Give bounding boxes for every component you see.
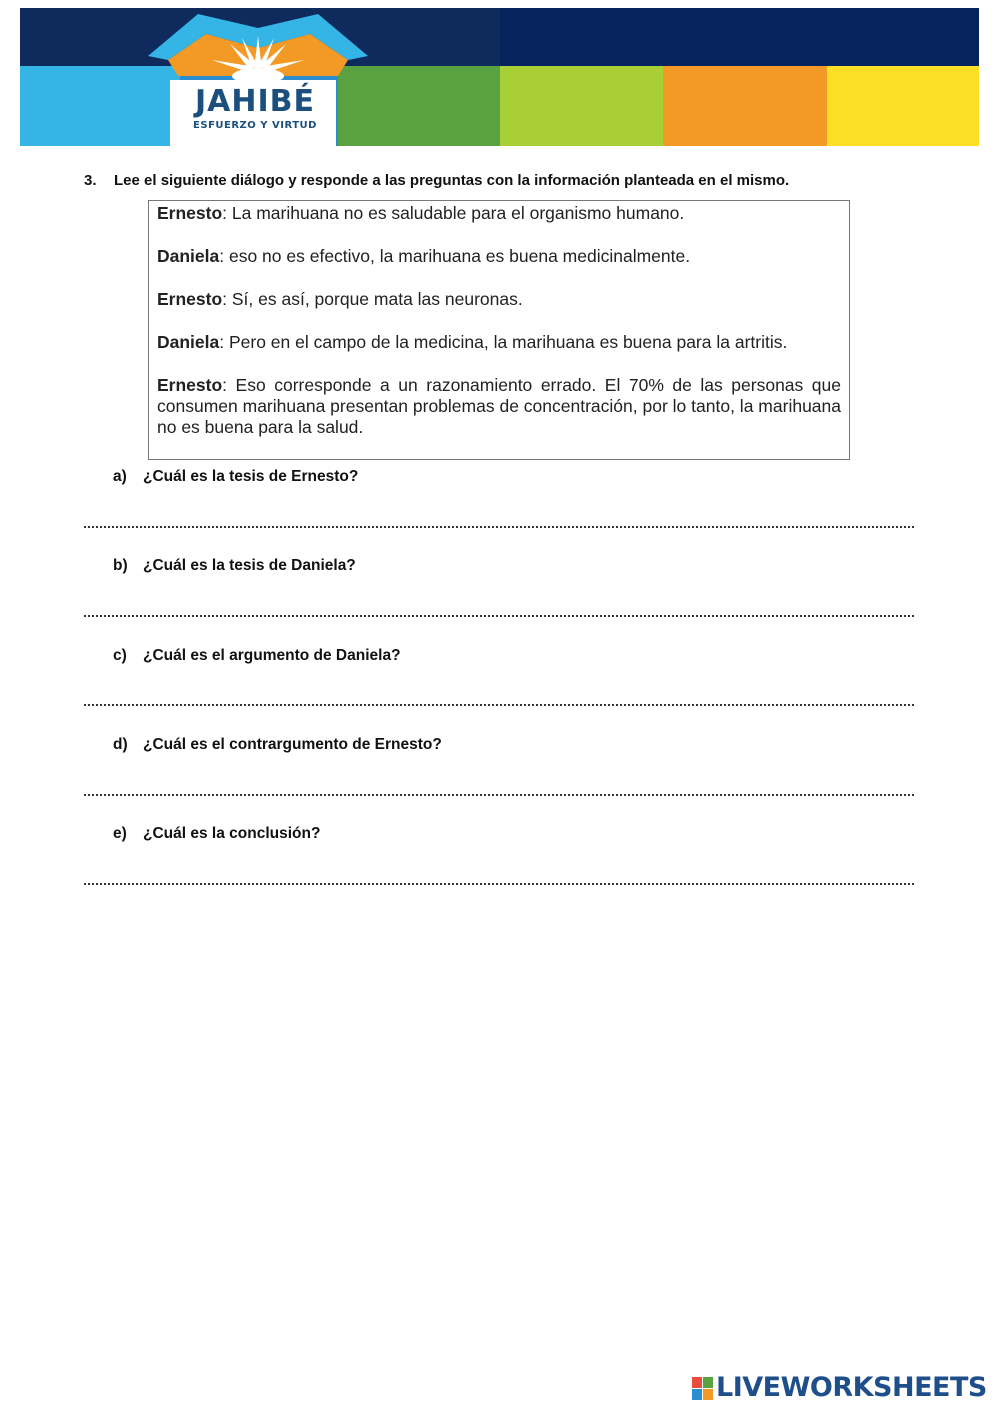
sub-question-letter: d): [113, 736, 128, 753]
stripe-lime: [500, 66, 663, 146]
speaker-name: Ernesto: [157, 375, 223, 395]
sub-question-d: [113, 736, 442, 754]
dialogue-text: : La marihuana no es saludable para el organismo humano.: [222, 203, 685, 223]
answer-field-d[interactable]: [84, 790, 914, 796]
brand-name: LIVEWORKSHEETS: [716, 1372, 987, 1403]
answer-field-a[interactable]: [84, 522, 914, 528]
dialogue-text: : eso no es efectivo, la marihuana es buena medicinalmente.: [219, 246, 691, 266]
logo-subtitle: ESFUERZO Y VIRTUD: [193, 120, 317, 131]
sub-question-a: [113, 468, 358, 486]
sub-question-c: [113, 647, 401, 665]
dialogue-text: : Pero en el campo de la medicina, la marihuana es buena para la artritis.: [219, 332, 788, 352]
answer-field-e[interactable]: [84, 879, 914, 885]
sub-question-letter: b): [113, 557, 128, 574]
dialogue-box: [148, 200, 850, 460]
speaker-name: Daniela: [157, 332, 220, 352]
sub-question-b: [113, 557, 356, 575]
stripe-yellow: [827, 66, 979, 146]
dialogue-text: : Sí, es así, porque mata las neuronas.: [222, 289, 523, 309]
answer-field-c[interactable]: [84, 700, 914, 706]
header-banner: [20, 8, 979, 146]
stripe-orange: [663, 66, 827, 146]
logo-title: JAHIBÉ: [194, 84, 315, 119]
logo-book-sun-icon: [138, 8, 378, 88]
sub-question-e: [113, 825, 320, 843]
sub-question-letter: e): [113, 825, 127, 842]
speaker-name: Daniela: [157, 246, 220, 266]
dialogue-line: [157, 375, 841, 438]
dialogue-line: [157, 203, 841, 224]
sub-question-text: ¿Cuál es la conclusión?: [143, 825, 321, 842]
speaker-name: Ernesto: [157, 289, 223, 309]
question-number: 3.: [84, 172, 97, 189]
liveworksheets-logo-icon: [692, 1377, 714, 1401]
question-heading: [84, 172, 924, 189]
sub-question-text: ¿Cuál es el contrargumento de Ernesto?: [143, 736, 442, 753]
dialogue-line: [157, 246, 841, 267]
sub-question-letter: c): [113, 647, 127, 664]
dialogue-line: [157, 289, 841, 310]
dialogue-text: : Eso corresponde a un razonamiento errado. El 70% de las personas que consumen marihuana presentan problemas de concentración, por lo tanto, la marihuana no es buena para la salud.: [157, 375, 841, 437]
sub-question-text: ¿Cuál es la tesis de Ernesto?: [143, 468, 359, 485]
dialogue-line: [157, 332, 841, 353]
speaker-name: Ernesto: [157, 203, 223, 223]
banner-navy-band: [500, 8, 979, 66]
sub-question-text: ¿Cuál es el argumento de Daniela?: [143, 647, 401, 664]
sub-question-letter: a): [113, 468, 127, 485]
sub-question-text: ¿Cuál es la tesis de Daniela?: [143, 557, 356, 574]
answer-field-b[interactable]: [84, 611, 914, 617]
question-text: Lee el siguiente diálogo y responde a las preguntas con la información planteada en el mismo.: [114, 172, 790, 189]
